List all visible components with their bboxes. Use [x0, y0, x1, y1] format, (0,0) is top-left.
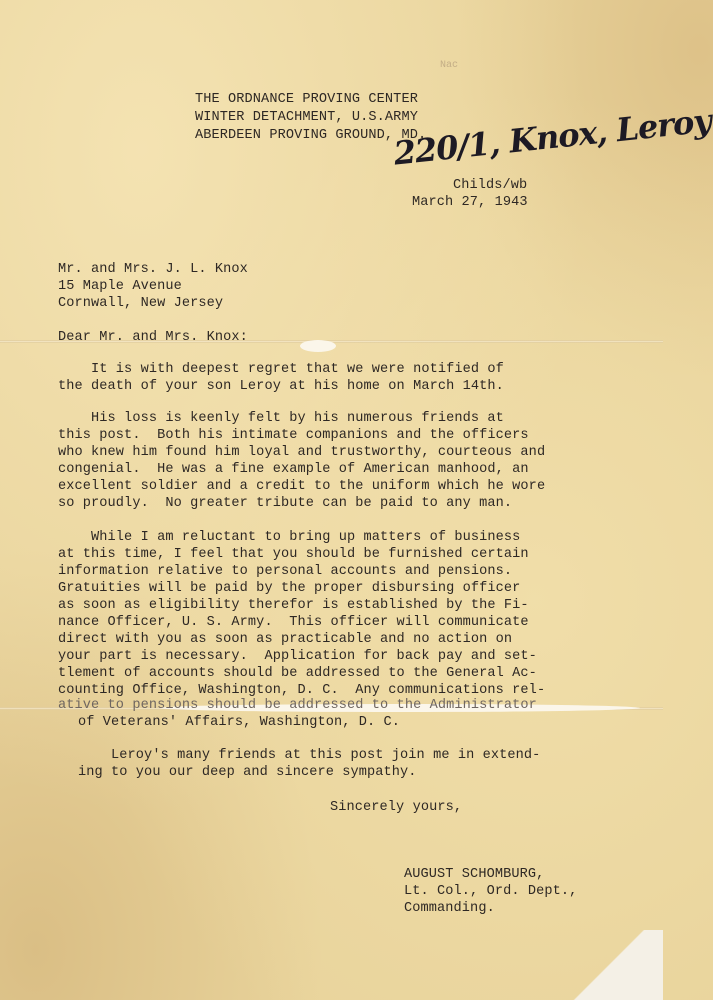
reference-initials: Childs/wb [453, 178, 528, 193]
body-line: of Veterans' Affairs, Washington, D. C. [78, 715, 401, 730]
body-line: While I am reluctant to bring up matters of business [58, 530, 521, 545]
body-line: It is with deepest regret that we were notified of [58, 362, 504, 377]
body-line: this post. Both his intimate companions and the officers [58, 428, 529, 443]
body-line: Leroy's many friends at this post join me in extend- [78, 748, 541, 763]
body-line: direct with you as soon as practicable and no action on [58, 632, 513, 647]
signer-title: Lt. Col., Ord. Dept., [404, 884, 578, 899]
body-line: at this time, I feel that you should be furnished certain [58, 547, 529, 562]
body-line: as soon as eligibility therefor is established by the Fi- [58, 598, 529, 613]
handwritten-file-note: 220/1, Knox, Leroy [391, 101, 713, 173]
body-line: information relative to personal accounts and pensions. [58, 564, 513, 579]
recipient-name: Mr. and Mrs. J. L. Knox [58, 262, 248, 277]
recipient-street: 15 Maple Avenue [58, 279, 182, 294]
letterhead-line: THE ORDNANCE PROVING CENTER [195, 92, 418, 107]
salutation: Dear Mr. and Mrs. Knox: [58, 330, 248, 345]
body-line: counting Office, Washington, D. C. Any communications rel- [58, 683, 546, 698]
signer-name: AUGUST SCHOMBURG, [404, 867, 545, 882]
closing: Sincerely yours, [330, 800, 463, 815]
recipient-city: Cornwall, New Jersey [58, 296, 224, 311]
letterhead-line: WINTER DETACHMENT, U.S.ARMY [195, 110, 418, 125]
body-line: nance Officer, U. S. Army. This officer will communicate [58, 615, 529, 630]
letter-date: March 27, 1943 [412, 195, 528, 210]
torn-corner [553, 930, 663, 1000]
body-line: ing to you our deep and sincere sympathy. [78, 765, 417, 780]
body-line: congenial. He was a fine example of American manhood, an [58, 462, 529, 477]
margin-mark: Nac [440, 60, 459, 71]
signer-role: Commanding. [404, 901, 495, 916]
body-line: excellent soldier and a credit to the uniform which he wore [58, 479, 546, 494]
paper-tear [300, 340, 336, 352]
body-line: so proudly. No greater tribute can be paid to any man. [58, 496, 513, 511]
letterhead-line: ABERDEEN PROVING GROUND, MD. [195, 128, 427, 143]
body-line: Gratuities will be paid by the proper disbursing officer [58, 581, 521, 596]
body-line: who knew him found him loyal and trustworthy, courteous and [58, 445, 546, 460]
body-line: the death of your son Leroy at his home on March 14th. [58, 379, 504, 394]
body-line: His loss is keenly felt by his numerous friends at [58, 411, 504, 426]
body-line-torn: ative to pensions should be addressed to the Administrator [58, 698, 537, 713]
body-line: your part is necessary. Application for back pay and set- [58, 649, 537, 664]
body-line: tlement of accounts should be addressed to the General Ac- [58, 666, 537, 681]
